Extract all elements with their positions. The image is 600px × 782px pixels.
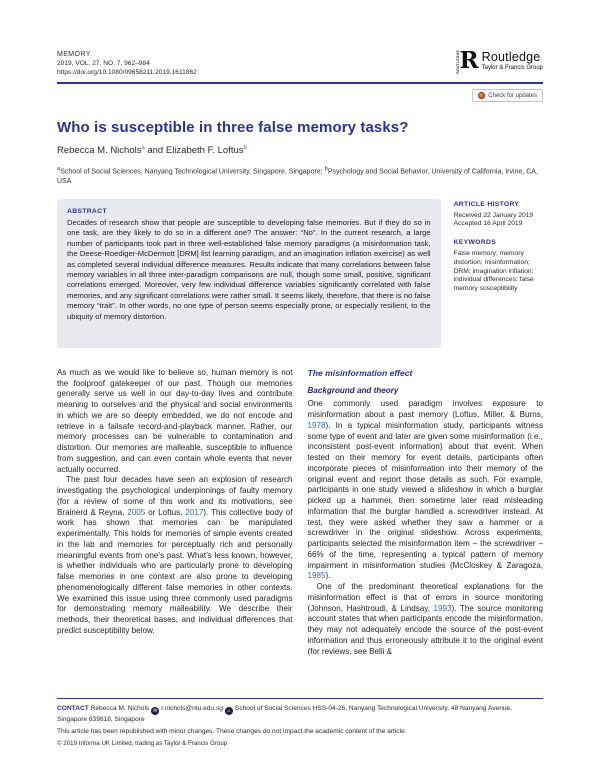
contact-line bbox=[57, 704, 543, 724]
journal-name: MEMORY bbox=[57, 51, 91, 58]
article-history bbox=[454, 201, 543, 229]
publisher-name: Routledge bbox=[481, 50, 541, 64]
body-paragraph: As much as we would like to believe so, human memory is not the foolproof gatekeeper of our past. Though our memories generally serve us well in our day-to-day lives and contribute meaning to ourselves and the physical and social environments in which we are so deeply embedded, we do not encode and retrieve in a failsafe record-and-playback manner. Rather, our memory processes can be vulnerable to contamination and distortion. Our memories are malleable, susceptible to influence from suggestion, and can even contain whole events that never actually occurred. bbox=[57, 367, 293, 474]
doi-link[interactable]: https://doi.org/10.1080/09658211.2019.1611862 bbox=[57, 69, 197, 76]
routledge-r-glyph: R bbox=[459, 47, 479, 74]
body-left-column bbox=[57, 368, 293, 658]
republication-note: This article has been republished with minor changes. These changes do not impact the academic content of the article. bbox=[57, 728, 407, 736]
routledge-logo bbox=[455, 47, 543, 74]
body-paragraph: The past four decades have seen an explosion of research investigating the psychological underpinnings of faulty memory (for a review of some of this work and its motivations, see Brainerd & Reyna, 2005 or Loftus, 2017). This collective body of work has shown that memories can be manipulated experimentally. This holds for memories of simple events created in the lab and memories for perceptually rich and personally meaningful events from one’s past. What’s less known, however, is whether individuals who are particularly prone to developing false memories in one context are also prone to developing phenomenologically different false memories in other contexts. We examined this issue using three commonly used paradigms for demonstrating memory malleability. We describe their methods, their theoretical bases, and individual differences that predict susceptibility below. bbox=[57, 475, 293, 635]
page-header bbox=[57, 47, 543, 77]
article-title: Who is susceptible in three false memory tasks? bbox=[57, 119, 409, 136]
publisher-group: Taylor & Francis Group bbox=[481, 65, 543, 71]
footer-divider bbox=[57, 698, 543, 699]
citation-link[interactable]: a bbox=[141, 145, 145, 151]
volume-line: 2019, VOL. 27, NO. 7, 962–984 bbox=[57, 60, 150, 67]
keywords-text: False memory; memory distortion; misinformation; DRM; imagination inflation; individual differences; false memory susceptibility bbox=[453, 250, 534, 293]
citation-link[interactable]: 1985 bbox=[307, 571, 326, 581]
citation-link[interactable]: 1993 bbox=[433, 603, 452, 613]
citation-link[interactable]: 1978 bbox=[307, 420, 326, 430]
citation-link[interactable]: 2005 bbox=[127, 507, 146, 517]
publisher-name-block bbox=[482, 50, 543, 71]
body-paragraph: One commonly used paradigm involves exposure to misinformation about a past memory (Loftus, Miller, & Burns, 1978). In a typical misinformation study, participants witness some type of event and later are given some misinformation (i.e., inconsistent post-event information) about that event. When tested on their memory for event details, participants often incorporate pieces of misinformation into their memory of the original event and report those details as such. For example, participants in one study viewed a slideshow in which a burglar picked up a hammer, then sometime later read misleading information that the burglar handled a screwdriver instead. At test, they were asked whether they saw a hammer or a screwdriver in the original slideshow. Across experiments, participants selected the misinformation item – the screwdriver – 66% of the time, representing a typical pattern of memory impairment in misinformation studies (McCloskey & Zaragoza, 1985). bbox=[307, 399, 543, 581]
check-for-updates-button[interactable] bbox=[472, 89, 543, 102]
accepted-date: Accepted 16 April 2019 bbox=[453, 220, 523, 228]
author-line: Rebecca M. Nichols$^a$ and Elizabeth F. Loftus$^b$ bbox=[57, 145, 247, 157]
copyright-line: © 2019 Informa UK Limited, trading as Taylor & Francis Group bbox=[57, 740, 228, 748]
envelope-icon: ✉ bbox=[153, 707, 158, 714]
citation-link[interactable]: 2017 bbox=[185, 507, 204, 517]
body-right-column bbox=[308, 368, 544, 658]
keywords-label: KEYWORDS bbox=[453, 239, 497, 247]
routledge-logo-icon bbox=[455, 47, 479, 74]
body-paragraph: One of the predominant theoretical explanations for the misinformation effect is that of errors in source monitoring (Johnson, Hashtroudi, & Lindsay, 1993). The source monitoring account states that when participants encode the misinformation, they may not adequately encode the source of the post-event information and thus erroneously attribute it to the original event (for reviews, see Belli & bbox=[307, 582, 544, 656]
article-meta-column bbox=[454, 199, 543, 348]
contact-address: School of Social Sciences HSS-04-26, Nanyang Technological University, 48 Nanyang Avenue, Singapore 639818, Singapore bbox=[57, 705, 513, 723]
crossmark-icon bbox=[478, 92, 485, 99]
section-heading-misinformation-effect: The misinformation effect bbox=[307, 367, 413, 378]
article-body bbox=[57, 368, 543, 658]
keywords-block bbox=[454, 239, 543, 294]
contact-name: Rebecca M. Nichols bbox=[90, 705, 150, 712]
article-history-label: ARTICLE HISTORY bbox=[453, 200, 520, 208]
header-divider bbox=[57, 82, 543, 84]
contact-label: CONTACT bbox=[57, 705, 89, 712]
building-icon: ⌂ bbox=[225, 707, 233, 715]
journal-info bbox=[57, 50, 197, 77]
footer bbox=[57, 698, 543, 747]
routledge-vertical-text: ROUTLEDGE bbox=[455, 50, 460, 74]
abstract-text: Decades of research show that people are susceptible to developing false memories. But if they do so in one task, are they likely to do so in a different one? The answer: “No”. In the current research, a large number of participants took part in three well-established false memory paradigms (a misinformation task, the Deese-Roediger-McDermott [DRM] list learning paradigm, and an imagination inflation exercise) as well as completed several individual difference measures. Results indicate that many correlations between false memory variables in all three inter-paradigm comparisons are null, though some small, positive, significant correlations emerged. Moreover, very few individual difference variables significantly correlated with false memories, and any significant correlations were rather small. It seems likely, therefore, that there is no false memory “trait”. In other words, no one type of person seems especially prone, or especially resilient, to the ubiquity of memory distortion. bbox=[67, 217, 431, 321]
check-for-updates-label: Check for updates bbox=[488, 92, 537, 99]
abstract-section bbox=[57, 199, 543, 348]
citation-link[interactable]: b bbox=[243, 145, 247, 151]
received-date: Received 22 January 2019 bbox=[453, 211, 534, 219]
abstract-label: ABSTRACT bbox=[67, 207, 107, 215]
contact-email[interactable]: r.nichols@ntu.edu.sg bbox=[161, 705, 223, 712]
subsection-heading-background-theory: Background and theory bbox=[307, 385, 399, 395]
affiliations: $^a$School of Social Sciences, Nanyang Technological University, Singapore, Singapore; $^b$Psychology and Social Behavior, University of California, Irvine, CA, USA bbox=[57, 166, 538, 185]
abstract-box bbox=[57, 199, 441, 348]
